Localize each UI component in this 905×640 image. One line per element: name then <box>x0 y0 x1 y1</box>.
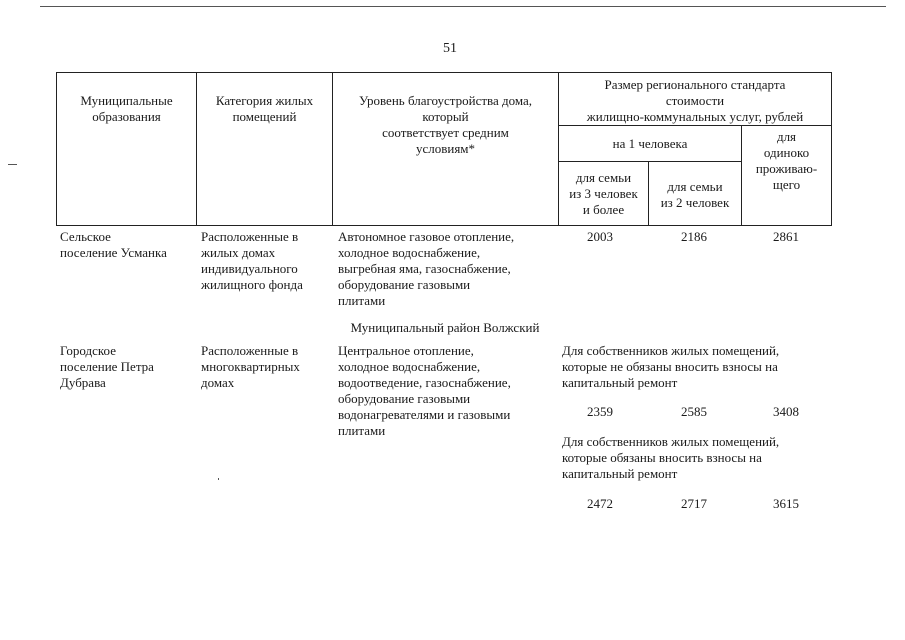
scan-speck <box>8 164 17 165</box>
row2b-value-family2: 2717 <box>681 496 707 511</box>
row-municipality: Сельское поселение Усманка <box>60 229 167 260</box>
header-family-3: для семьи из 3 человек и более <box>569 170 638 217</box>
row2a-value-family2: 2585 <box>681 404 707 419</box>
header-level: Уровень благоустройства дома, который соответствует средним условиям* <box>358 93 533 156</box>
header-single-resident: для одиноко проживаю- щего <box>755 129 818 192</box>
row-value-family2: 2186 <box>681 229 707 244</box>
row2-category: Расположенные в многоквартирных домах <box>201 343 300 390</box>
header-per-person: на 1 человека <box>612 136 688 151</box>
row2a-value-single: 3408 <box>773 404 799 419</box>
row-value-family3: 2003 <box>587 229 613 244</box>
top-border-line <box>40 6 886 7</box>
owners-no-capital-repair-note: Для собственников жилых помещений, которые не обязаны вносить взносы на капитальный ремонт <box>562 343 780 390</box>
page-number: 51 <box>443 41 457 56</box>
header-municipality: Муниципальные образования <box>80 93 173 124</box>
row2-municipality: Городское поселение Петра Дубрава <box>60 343 154 390</box>
row2-level: Центральное отопление, холодное водоснабжение, водоотведение, газоснабжение, оборудование газовыми водонагревателями и газовыми плитами <box>338 343 511 438</box>
row-value-single: 2861 <box>773 229 799 244</box>
header-category: Категория жилых помещений <box>215 93 314 124</box>
row2b-value-single: 3615 <box>773 496 799 511</box>
row2a-value-family3: 2359 <box>587 404 613 419</box>
header-standard-size: Размер регионального стандарта стоимости жилищно-коммунальных услуг, рублей <box>586 77 804 124</box>
owners-capital-repair-note: Для собственников жилых помещений, которые обязаны вносить взносы на капитальный ремонт <box>562 434 780 481</box>
row-category: Расположенные в жилых домах индивидуального жилищного фонда <box>201 229 303 292</box>
header-family-2: для семьи из 2 человек <box>660 179 730 210</box>
section-title: Муниципальный район Волжский <box>350 320 540 335</box>
scan-speck <box>218 478 219 480</box>
row-level: Автономное газовое отопление, холодное водоснабжение, выгребная яма, газоснабжение, оборудование газовыми плитами <box>338 229 515 308</box>
row2b-value-family3: 2472 <box>587 496 613 511</box>
